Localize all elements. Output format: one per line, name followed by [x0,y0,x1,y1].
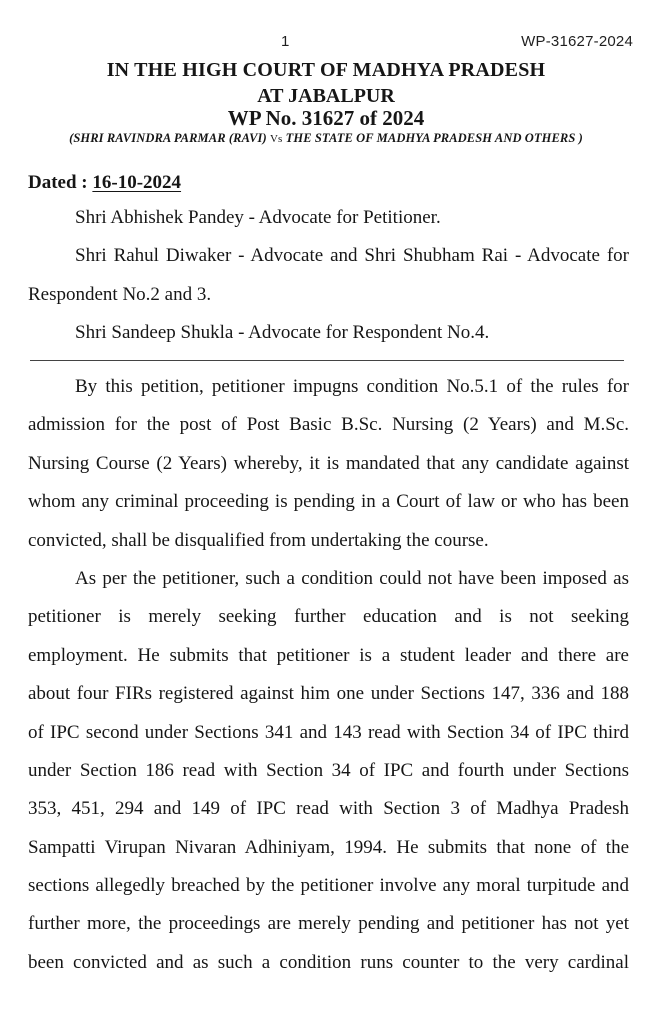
body-line: been convicted and as such a condition runs counter to the very cardinal [28,951,629,973]
body-line: Sampatti Virupan Nivaran Adhiniyam, 1994. He submits that none of the [28,836,629,858]
appearance-line: Shri Abhishek Pandey - Advocate for Petitioner. [75,207,441,228]
section-divider [30,360,624,361]
body-line: As per the petitioner, such a condition could not have been imposed as [75,567,629,589]
body-line: whom any criminal proceeding is pending in a Court of law or who has been [28,491,629,513]
dated-line [28,172,181,194]
body-line: convicted, shall be disqualified from undertaking the course. [28,529,489,551]
body-line: of IPC second under Sections 341 and 143 read with Section 34 of IPC third [28,721,629,743]
appearance-line: Shri Sandeep Shukla - Advocate for Respondent No.4. [75,322,490,344]
body-line: under Section 186 read with Section 34 of IPC and fourth under Sections [28,759,629,781]
appearance-line: Respondent No.2 and 3. [28,283,212,305]
petitioner-name: (SHRI RAVINDRA PARMAR (RAVI) [69,131,267,145]
body-line: admission for the post of Post Basic B.Sc. Nursing (2 Years) and M.Sc. [28,414,629,436]
versus-label: Vs [269,133,283,145]
order-body [28,368,629,982]
body-line: By this petition, petitioner impugns condition No.5.1 of the rules for [75,376,629,397]
case-number-title: WP No. 31627 of 2024 [227,106,425,130]
dated-value: 16-10-2024 [92,172,182,193]
title-block [0,55,652,148]
parties-line [0,130,652,148]
court-location: AT JABALPUR [257,85,395,107]
page-number: 1 [281,33,290,50]
body-line: 353, 451, 294 and 149 of IPC read with Section 3 of Madhya Pradesh [28,798,629,820]
page-header-row [0,33,652,53]
body-line: sections allegedly breached by the petitioner involve any moral turpitude and [28,875,629,897]
body-line: further more, the proceedings are merely pending and petitioner has not yet [28,913,629,935]
appearance-line: Shri Rahul Diwaker - Advocate and Shri Shubham Rai - Advocate for [75,245,629,267]
appearances-list [28,199,629,353]
case-reference: WP-31627-2024 [521,33,633,50]
body-line: employment. He submits that petitioner is a student leader and there are [28,644,629,666]
dated-label: Dated : [28,172,88,193]
body-line: petitioner is merely seeking further education and is not seeking [28,606,629,628]
body-line: Nursing Course (2 Years) whereby, it is mandated that any candidate against [28,452,629,474]
respondent-name: THE STATE OF MADHYA PRADESH AND OTHERS ) [285,131,583,145]
court-name: IN THE HIGH COURT OF MADHYA PRADESH [106,59,546,81]
body-line: about four FIRs registered against him one under Sections 147, 336 and 188 [28,683,629,705]
